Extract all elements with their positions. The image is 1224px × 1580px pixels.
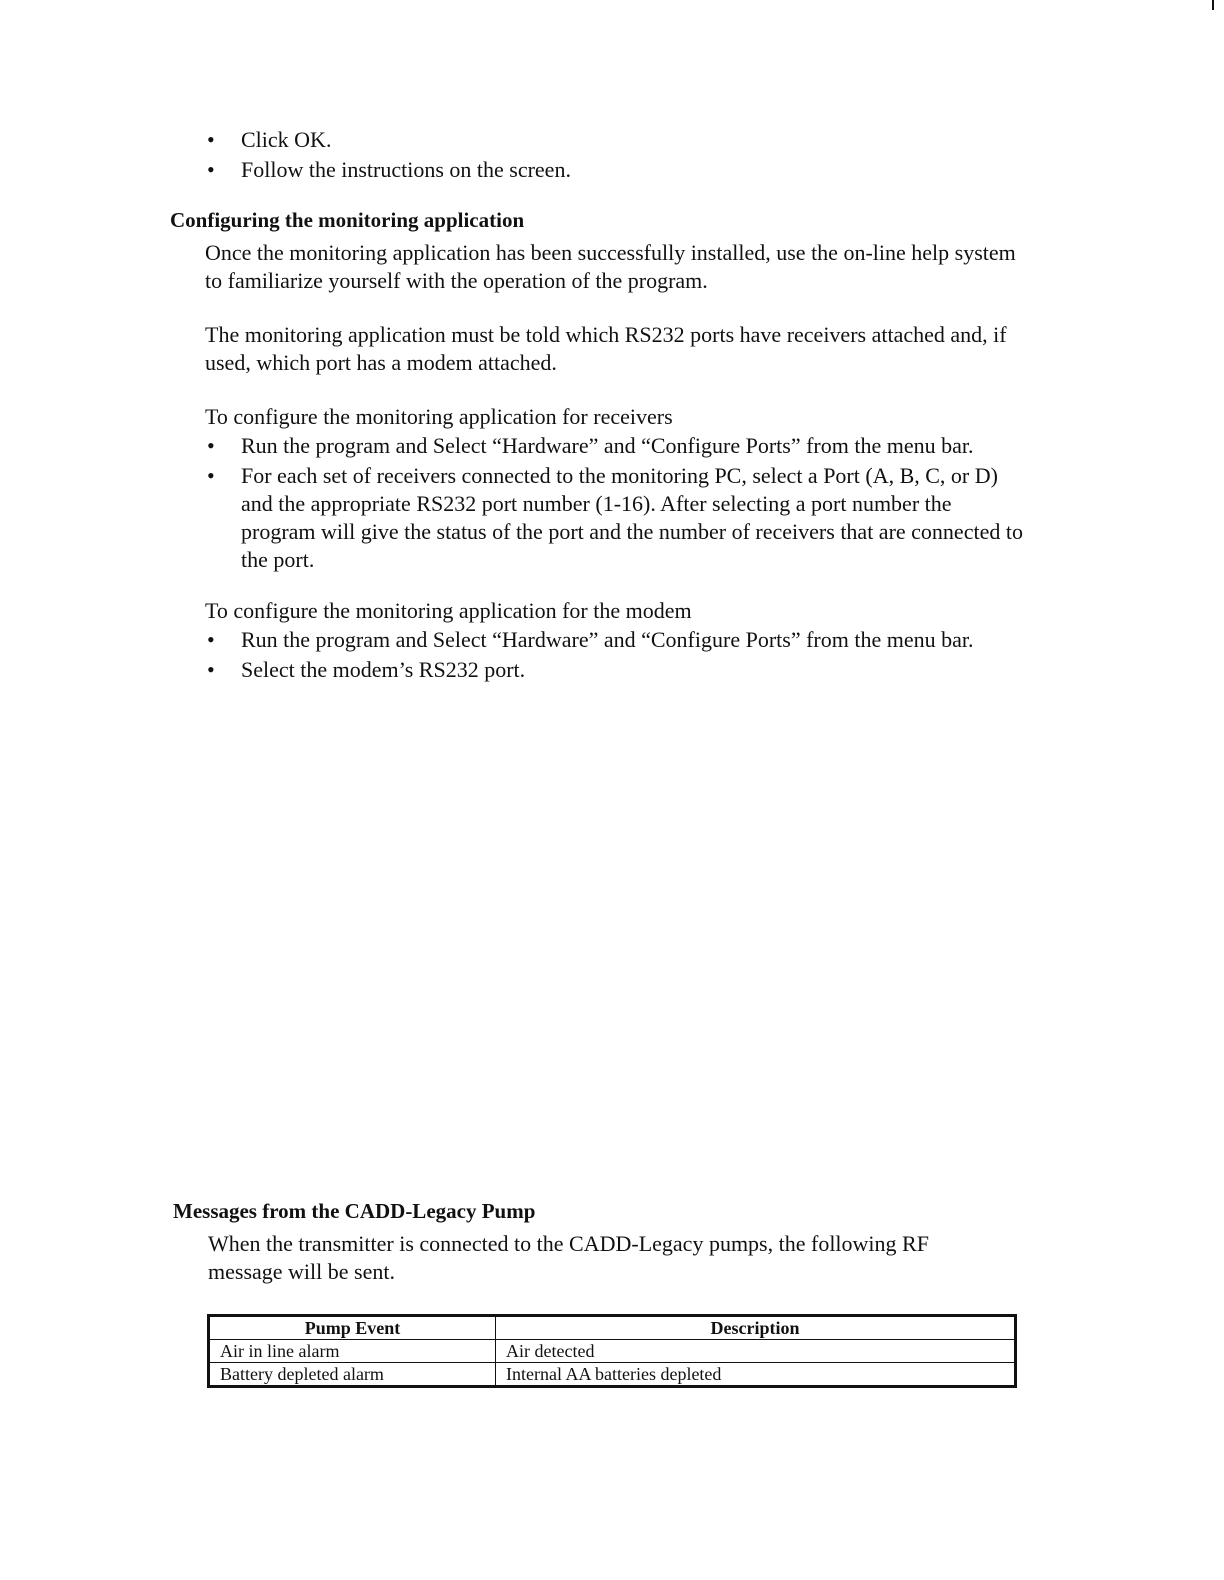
page-edge-mark bbox=[1212, 0, 1214, 10]
pump-events-table bbox=[207, 1314, 1017, 1388]
section-heading: Messages from the CADD-Legacy Pump bbox=[173, 1199, 536, 1223]
column-header: Pump Event bbox=[209, 1316, 496, 1340]
section-heading: Configuring the monitoring application bbox=[170, 208, 525, 232]
column-header: Description bbox=[496, 1316, 1016, 1340]
table-header-row bbox=[209, 1316, 1016, 1340]
list-item-text: Run the program and Select “Hardware” and “Configure Ports” from the menu bar. bbox=[241, 627, 974, 652]
list-item: • Run the program and Select “Hardware” and “Configure Ports” from the menu bar. bbox=[207, 433, 974, 458]
paragraph: To configure the monitoring application for receivers bbox=[205, 404, 673, 429]
list-item-text: Click OK. bbox=[241, 127, 332, 152]
top-bullet-list bbox=[205, 126, 1025, 184]
table-row bbox=[209, 1363, 1016, 1387]
paragraph: Once the monitoring application has been successfully installed, use the on-line help system to familiarize yourself with the operation of the program. bbox=[205, 240, 1016, 293]
list-item-text: Run the program and Select “Hardware” and “Configure Ports” from the menu bar. bbox=[241, 433, 974, 458]
modem-bullet-list bbox=[205, 626, 1045, 684]
list-item: • Run the program and Select “Hardware” and “Configure Ports” from the menu bar. bbox=[207, 627, 974, 652]
list-item: • Click OK. bbox=[207, 127, 332, 152]
list-item-text: Select the modem’s RS232 port. bbox=[241, 657, 526, 682]
list-item: • Select the modem’s RS232 port. bbox=[207, 657, 526, 682]
paragraph: To configure the monitoring application for the modem bbox=[205, 598, 692, 623]
paragraph: The monitoring application must be told which RS232 ports have receivers attached and, if used, which port has a modem attached. bbox=[205, 322, 1007, 375]
table-cell: Air in line alarm bbox=[209, 1340, 496, 1363]
list-item-text: For each set of receivers connected to the monitoring PC, select a Port (A, B, C, or D) and the appropriate RS232 port number (1-16). After selecting a port number the program will give the status of the port and the number of receivers that are connected to the port. bbox=[241, 463, 1023, 572]
list-item: • Follow the instructions on the screen. bbox=[207, 157, 571, 182]
table-cell: Internal AA batteries depleted bbox=[496, 1363, 1016, 1387]
receivers-bullet-list bbox=[205, 432, 1045, 574]
table-cell: Battery depleted alarm bbox=[209, 1363, 496, 1387]
paragraph: When the transmitter is connected to the CADD-Legacy pumps, the following RF message will be sent. bbox=[208, 1231, 929, 1284]
list-item: • For each set of receivers connected to the monitoring PC, select a Port (A, B, C, or D) and the appropriate RS232 port number (1-16). After selecting a port number the program will give the status of the port and the number of receivers that are connected to the port. bbox=[207, 463, 1023, 572]
table-row bbox=[209, 1340, 1016, 1363]
list-item-text: Follow the instructions on the screen. bbox=[241, 157, 571, 182]
table-cell: Air detected bbox=[496, 1340, 1016, 1363]
